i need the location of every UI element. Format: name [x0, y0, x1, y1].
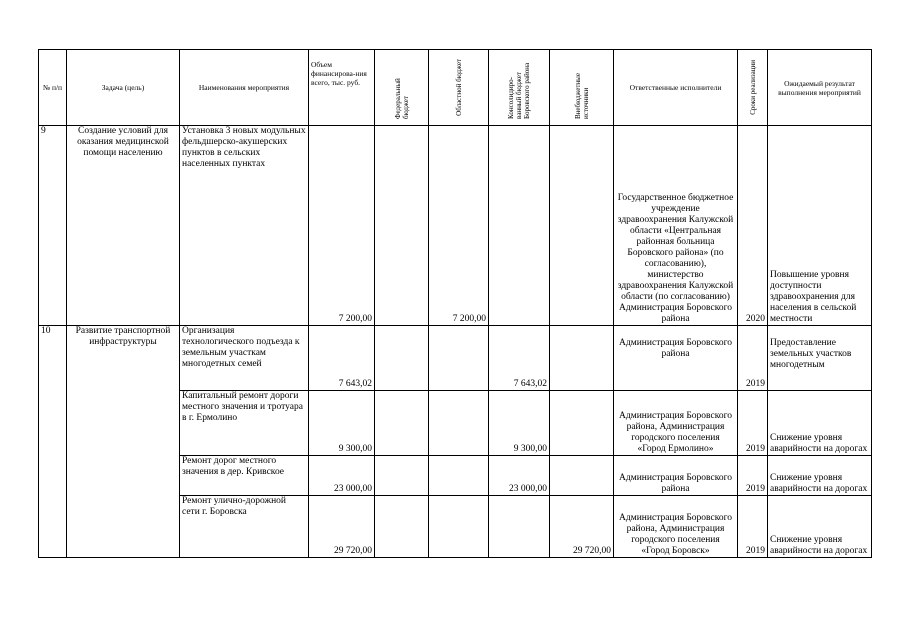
district-cell: 23 000,00: [489, 456, 550, 496]
federal-cell: [375, 456, 429, 496]
term-cell: 2019: [738, 456, 768, 496]
term-cell: 2019: [738, 496, 768, 558]
col-header-federal-text: Федеральный бюджет: [393, 78, 410, 119]
term-cell: 2019: [738, 326, 768, 391]
extra-cell: 29 720,00: [550, 496, 614, 558]
regional-cell: [429, 326, 489, 391]
col-header-term-text: Сроки реализации: [748, 60, 757, 115]
extra-cell: [550, 126, 614, 326]
col-header-extra: [550, 50, 614, 126]
task-cell: Создание условий для оказания медицинской помощи населению: [67, 126, 180, 326]
header-row: [39, 50, 872, 126]
extra-cell: [550, 456, 614, 496]
executor-cell: Администрация Боровского района: [614, 326, 738, 391]
event-cell: Ремонт дорог местного значения в дер. Кривское: [180, 456, 309, 496]
event-cell: Организация технологического подъезда к земельным участкам многодетных семей: [180, 326, 309, 391]
executor-cell: Администрация Боровского района: [614, 456, 738, 496]
extra-cell: [550, 326, 614, 391]
col-header-district-text: Консолидиро-ванный бюджет Боровского района: [507, 62, 531, 119]
col-header-term: [738, 50, 768, 126]
col-header-executor: Ответственные исполнители: [614, 50, 738, 126]
district-cell: [489, 496, 550, 558]
col-header-extra-text: Внебюджетные источники: [573, 73, 590, 119]
result-cell: Предоставление земельных участков многодетным: [768, 326, 872, 391]
event-cell: Установка 3 новых модульных фельдшерско-акушерских пунктов в сельских населенных пунктах: [180, 126, 309, 326]
col-header-result: Ожидаемый результат выполнения мероприятий: [768, 50, 872, 126]
volume-cell: 7 200,00: [309, 126, 375, 326]
col-header-district: [489, 50, 550, 126]
district-cell: [489, 126, 550, 326]
col-header-regional: [429, 50, 489, 126]
federal-cell: [375, 496, 429, 558]
volume-cell: 29 720,00: [309, 496, 375, 558]
executor-cell: Администрация Боровского района, Администрация городского поселения «Город Ермолино»: [614, 391, 738, 456]
term-cell: 2020: [738, 126, 768, 326]
federal-cell: [375, 326, 429, 391]
program-table: [38, 49, 872, 558]
volume-cell: 9 300,00: [309, 391, 375, 456]
event-cell: Ремонт улично-дорожной сети г. Боровска: [180, 496, 309, 558]
col-header-federal: [375, 50, 429, 126]
volume-cell: 23 000,00: [309, 456, 375, 496]
term-cell: 2019: [738, 391, 768, 456]
regional-cell: 7 200,00: [429, 126, 489, 326]
col-header-task: Задача (цель): [67, 50, 180, 126]
regional-cell: [429, 496, 489, 558]
federal-cell: [375, 391, 429, 456]
district-cell: 9 300,00: [489, 391, 550, 456]
executor-cell: Администрация Боровского района, Администрация городского поселения «Город Боровск»: [614, 496, 738, 558]
result-cell: Повышение уровня доступности здравоохранения для населения в сельской местности: [768, 126, 872, 326]
result-cell: Снижение уровня аварийности на дорогах: [768, 456, 872, 496]
result-cell: Снижение уровня аварийности на дорогах: [768, 391, 872, 456]
result-cell: Снижение уровня аварийности на дорогах: [768, 496, 872, 558]
executor-cell: Государственное бюджетное учреждение здравоохранения Калужской области «Центральная районная больница Боровского района» (по согласованию), министерство здравоохранения Калужской области (по согласованию) Администрация Боровского района: [614, 126, 738, 326]
col-header-num: № п/п: [39, 50, 67, 126]
table-row: [39, 126, 872, 326]
col-header-volume: Объем финансирова-ния всего, тыс. руб.: [309, 50, 375, 126]
table-row: [39, 326, 872, 391]
extra-cell: [550, 391, 614, 456]
federal-cell: [375, 126, 429, 326]
task-cell: Развитие транспортной инфраструктуры: [67, 326, 180, 558]
volume-cell: 7 643,02: [309, 326, 375, 391]
row-number: 9: [39, 126, 67, 326]
event-cell: Капитальный ремонт дороги местного значения и тротуара в г. Ермолино: [180, 391, 309, 456]
district-cell: 7 643,02: [489, 326, 550, 391]
regional-cell: [429, 391, 489, 456]
col-header-event: Наименования мероприятия: [180, 50, 309, 126]
regional-cell: [429, 456, 489, 496]
row-number: 10: [39, 326, 67, 558]
col-header-regional-text: Областной бюджет: [454, 59, 463, 116]
